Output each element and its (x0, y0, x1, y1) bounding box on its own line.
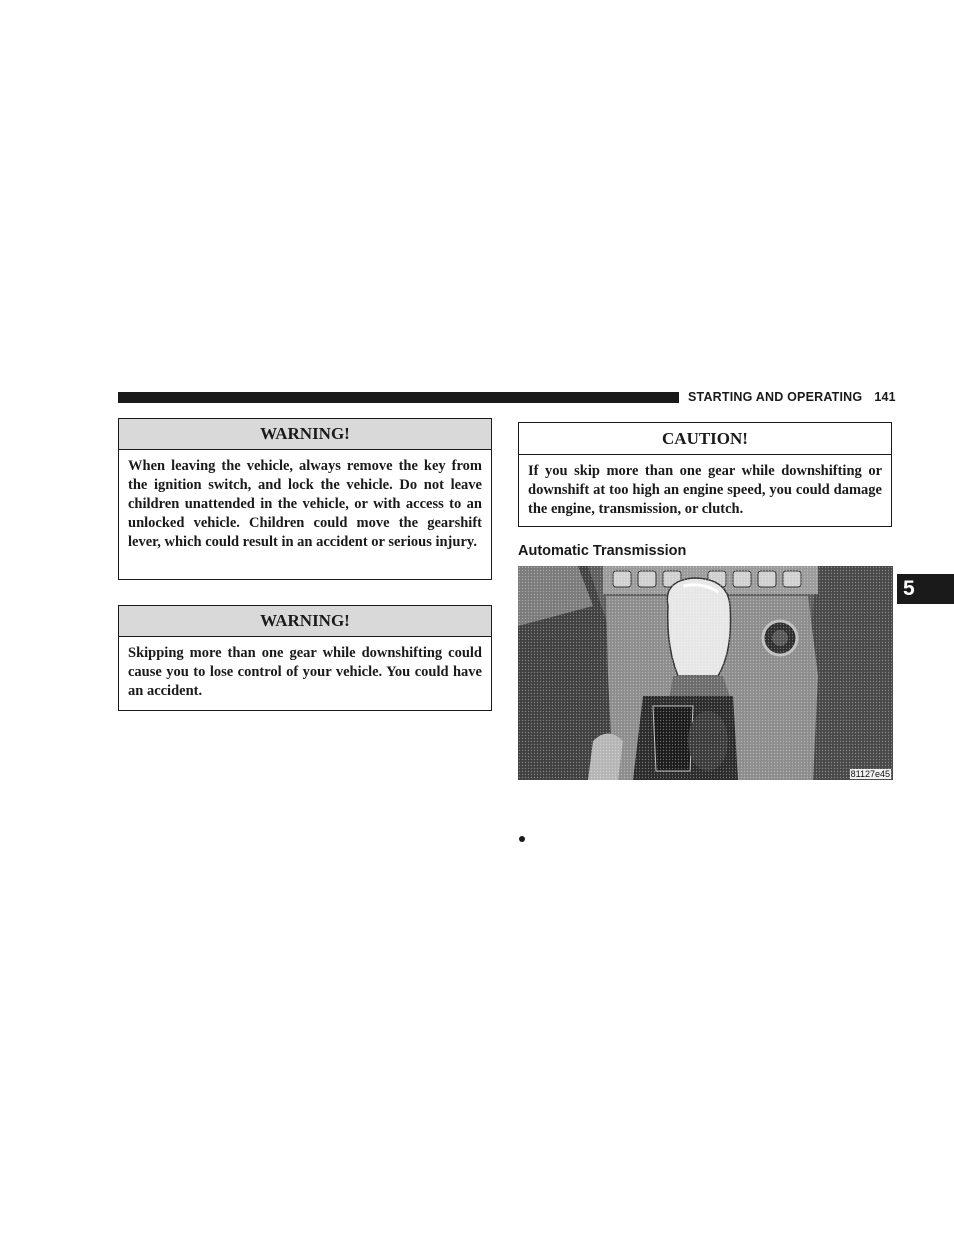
warning-box-ignition (118, 418, 492, 580)
warning-title: WARNING! (119, 606, 491, 637)
gearshift-illustration (518, 566, 893, 780)
gearshift-photo (518, 566, 893, 780)
header-section-title: STARTING AND OPERATING (688, 390, 863, 404)
caution-title: CAUTION! (519, 423, 891, 455)
header-rule (118, 392, 679, 403)
warning-text: When leaving the vehicle, always remove the key from the ignition switch, and lock the vehicle. Do not leave children unattended in the vehicle, or with access to an unlocked vehicle. Children could move the gearshift lever, which could result in an accident or serious injury. (128, 458, 482, 550)
section-heading: Automatic Transmission (518, 543, 687, 559)
page-number: 141 (874, 390, 896, 404)
warning-title: WARNING! (119, 419, 491, 450)
running-header (688, 390, 896, 404)
warning-box-downshift (118, 605, 492, 711)
chapter-tab: 5 (897, 574, 954, 604)
caution-text: If you skip more than one gear while downshifting or downshift at too high an engine speed, you could damage the engine, transmission, or clutch. (528, 463, 882, 517)
bullet-icon (519, 836, 525, 842)
caution-box (518, 422, 892, 527)
figure-code: 81127e45 (850, 769, 890, 779)
warning-text: Skipping more than one gear while downshifting could cause you to lose control of your vehicle. You could have an accident. (128, 645, 482, 699)
